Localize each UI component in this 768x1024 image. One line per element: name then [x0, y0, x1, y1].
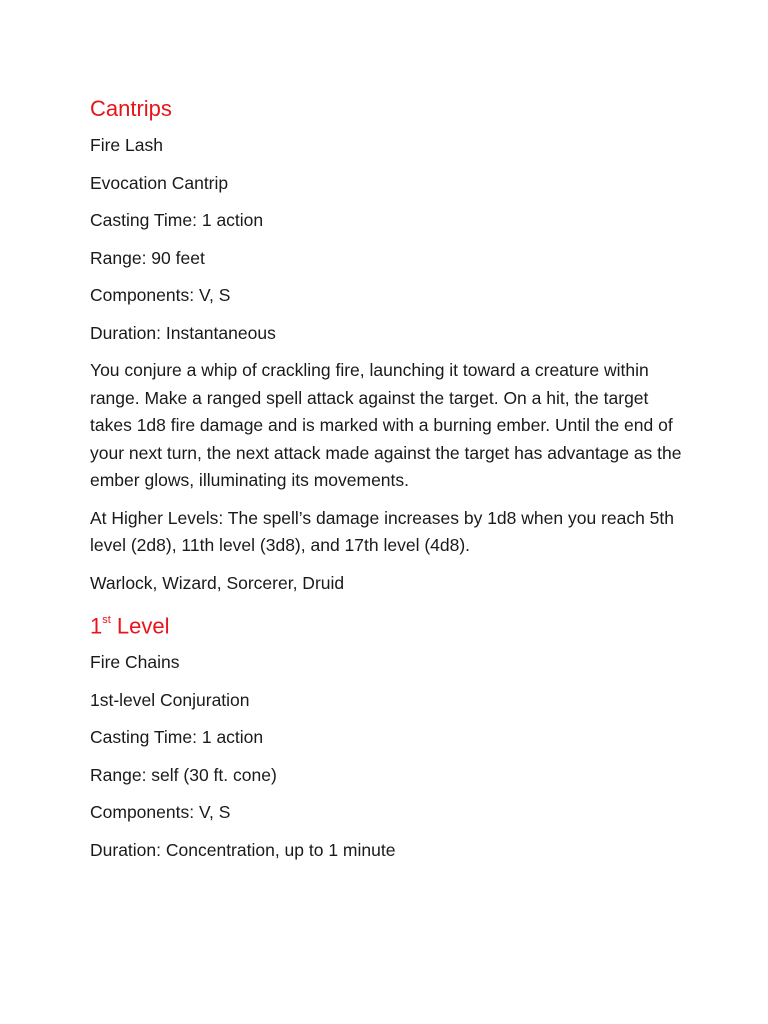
spell-description: You conjure a whip of crackling fire, launching it toward a creature within range. Make a ranged spell attack against the target. On a hit, the target takes 1d8 fire damage and is marked with a burning ember. Until the end of your next turn, the next attack made against the target has advantage as the ember glows, illuminating its movements. — [90, 360, 682, 490]
casting-time: Casting Time: 1 action — [90, 727, 264, 748]
spell-components: Components: V, S — [90, 802, 231, 823]
level-1-heading — [90, 607, 690, 641]
spell-duration: Duration: Concentration, up to 1 minute — [90, 839, 396, 860]
level-1-heading-number: 1 — [90, 613, 103, 639]
spell-school: Evocation Cantrip — [90, 172, 229, 193]
spell-range: Range: self (30 ft. cone) — [90, 764, 277, 785]
cantrips-heading: Cantrips — [90, 96, 172, 121]
spell-higher-levels: At Higher Levels: The spell’s damage increases by 1d8 when you reach 5th level (2d8), 11th level (3d8), and 17th level (4d8). — [90, 507, 675, 555]
spell-range: Range: 90 feet — [90, 247, 205, 268]
document-page — [90, 94, 690, 874]
spell-name: Fire Lash — [90, 135, 163, 155]
spell-components: Components: V, S — [90, 285, 231, 305]
spell-name: Fire Chains — [90, 652, 180, 673]
spell-duration: Duration: Instantaneous — [90, 322, 276, 343]
level-1-heading-ordinal: st — [102, 614, 111, 626]
casting-time: Casting Time: 1 action — [90, 210, 264, 230]
spell-school: 1st-level Conjuration — [90, 689, 250, 710]
spell-classes: Warlock, Wizard, Sorcerer, Druid — [90, 572, 345, 593]
level-1-heading-text: Level — [110, 613, 170, 639]
